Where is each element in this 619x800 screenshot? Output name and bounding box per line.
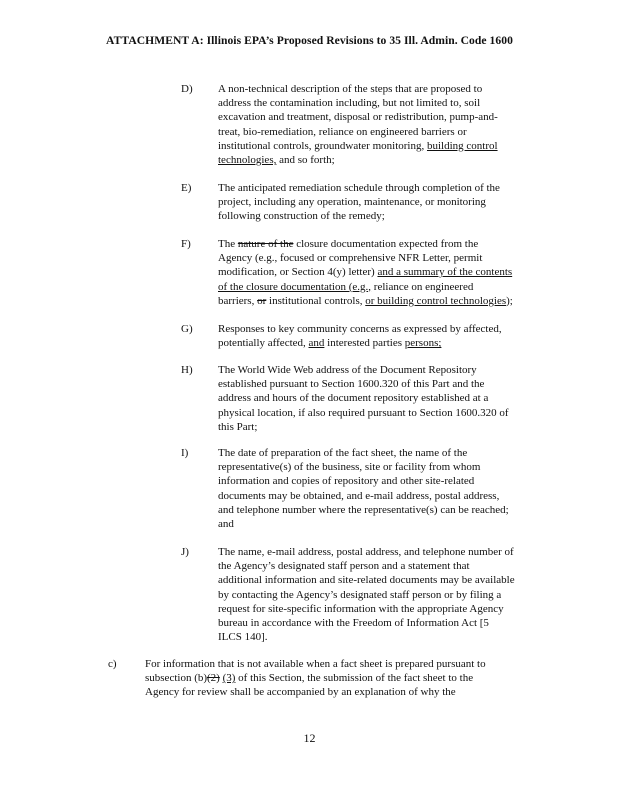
item-text: The nature of the closure documentation expected from the Agency (e.g., focused or comprehensive NFR Letter, permit modification, or Section 4(y) letter) and a summary of the contents of the closure documentation (e.g., reliance on engineered barriers, or institutional controls, or building control technologies); bbox=[218, 238, 513, 307]
inserted-text: persons; bbox=[404, 337, 442, 350]
item-label: c) bbox=[108, 658, 117, 670]
item-text: A non-technical description of the steps that are proposed to address the contamination including, but not limited to, soil excavation and treatment, disposal or redistribution, pump-and- treat, bio-remediation, reliance on engineered barriers or institutional controls, groundwater monitoring, building control technologies, and so forth; bbox=[218, 83, 498, 167]
item-label: J) bbox=[181, 546, 189, 558]
deleted-text: (2) bbox=[207, 672, 220, 685]
inserted-text: (3) bbox=[222, 672, 236, 685]
item-text: The date of preparation of the fact sheet, the name of the representative(s) of the business, site or facility from whom information and copies of repository and other site-related documents may be obtained, and e-mail address, postal address, and telephone number where the representative(s) can be reached; and bbox=[218, 447, 509, 531]
item-label: E) bbox=[181, 182, 192, 194]
inserted-text: of the closure documentation (e.g., bbox=[218, 280, 372, 293]
item-text: The anticipated remediation schedule through completion of the project, including any operation, maintenance, or monitoring following construction of the remedy; bbox=[218, 182, 500, 223]
deleted-text: nature of the bbox=[237, 238, 294, 250]
item-label: D) bbox=[181, 83, 193, 95]
item-text: The name, e-mail address, postal address, and telephone number of the Agency’s designated staff person and a statement that additional information and site-related documents may be available by contacting the Agency’s designated staff person or by filing a request for site-specific information with the appropriate Agency bureau in accordance with the Freedom of Information Act [5 ILCS 140]. bbox=[218, 546, 515, 644]
deleted-text: or bbox=[257, 294, 267, 307]
inserted-text: and a summary of the contents bbox=[377, 266, 513, 279]
inserted-text: or building control technologies bbox=[365, 294, 507, 307]
item-label: G) bbox=[181, 323, 193, 335]
item-label: H) bbox=[181, 364, 193, 376]
item-text: The World Wide Web address of the Document Repository established pursuant to Section 1600.320 of this Part and the address and hours of the document repository established at a physical location, if also required pursuant to Section 1600.320 of this Part; bbox=[218, 364, 509, 433]
inserted-text: technologies, bbox=[218, 154, 277, 167]
inserted-text: building control bbox=[426, 139, 498, 152]
item-text: Responses to key community concerns as expressed by affected, potentially affected, and interested parties persons; bbox=[218, 323, 502, 350]
inserted-text: and bbox=[308, 337, 325, 350]
page-header: ATTACHMENT A: Illinois EPA’s Proposed Revisions to 35 Ill. Admin. Code 1600 bbox=[106, 34, 513, 47]
item-label: I) bbox=[181, 447, 189, 459]
item-label: F) bbox=[181, 238, 191, 250]
item-text: For information that is not available when a fact sheet is prepared pursuant to subsection (b)(2) (3) of this Section, the submission of the fact sheet to the Agency for review shall be accompanied by an explanation of why the bbox=[145, 658, 486, 699]
page-number: 12 bbox=[303, 731, 316, 745]
